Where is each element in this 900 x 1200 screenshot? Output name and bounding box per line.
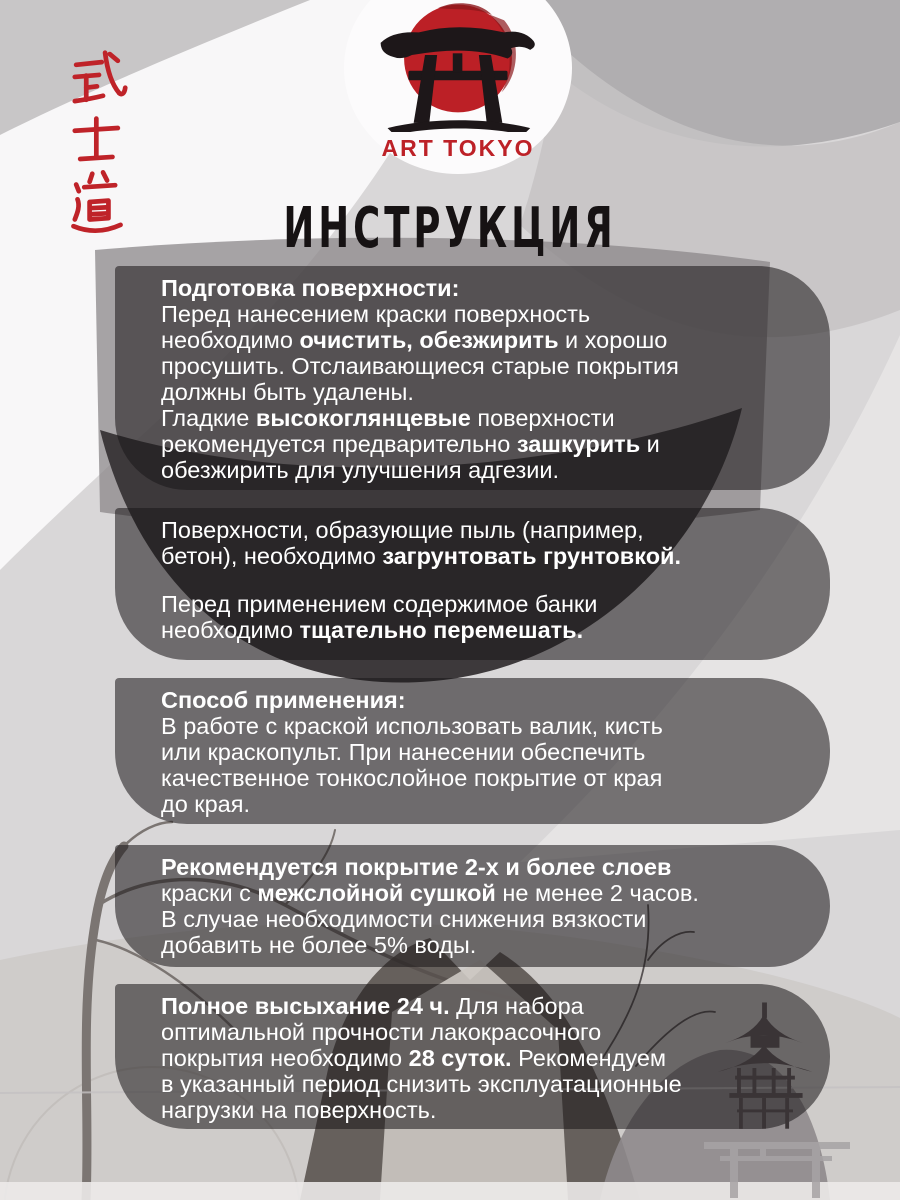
text-line: Рекомендуется покрытие 2-х и более слоев [161, 854, 672, 880]
text-line: обезжирить для улучшения адгезии. [161, 457, 560, 483]
text-line: необходимо тщательно перемешать. [161, 617, 584, 643]
text-line: просушить. Отслаивающиеся старые покрытия [161, 353, 679, 379]
text-line: добавить не более 5% воды. [161, 932, 477, 958]
text-line: В работе с краской использовать валик, кисть [161, 713, 663, 739]
text-line: или краскопульт. При нанесении обеспечить [161, 739, 646, 765]
block-coats-recommendation [115, 845, 830, 967]
text-line: В случае необходимости снижения вязкости [161, 906, 647, 932]
block-application-method [115, 678, 830, 824]
text-line: Подготовка поверхности: [161, 275, 460, 301]
torii-sun-icon [358, 0, 558, 132]
page-title: ИНСТРУКЦИЯ [283, 196, 617, 261]
text-line: должны быть удалены. [161, 379, 414, 405]
text-line: Гладкие высокоглянцевые поверхности [161, 405, 615, 431]
text-line: покрытия необходимо 28 суток. Рекомендуем [161, 1045, 667, 1071]
text-line: Перед нанесением краски поверхность [161, 301, 591, 327]
bushido-kanji [52, 46, 142, 241]
text-line: необходимо очистить, обезжирить и хорошо [161, 327, 668, 353]
brand-logo [344, 0, 572, 174]
text-line: оптимальной прочности лакокрасочного [161, 1019, 602, 1045]
block-priming-and-mixing [115, 508, 830, 660]
block-drying-time [115, 984, 830, 1129]
text-line: бетон), необходимо загрунтовать грунтовкой. [161, 543, 682, 569]
text-line: в указанный период снизить эксплуатационные [161, 1071, 682, 1097]
text-line: рекомендуется предварительно зашкурить и [161, 431, 660, 457]
block-surface-preparation [115, 266, 830, 490]
bottom-strip [0, 1182, 900, 1200]
text-line [161, 569, 810, 591]
text-line: Поверхности, образующие пыль (например, [161, 517, 644, 543]
text-line: Полное высыхание 24 ч. Для набора [161, 993, 584, 1019]
text-line: Перед применением содержимое банки [161, 591, 598, 617]
text-line: до края. [161, 791, 250, 817]
brand-name: ART TOKYO [381, 135, 535, 161]
text-line: Способ применения: [161, 687, 406, 713]
text-line: краски с межслойной сушкой не менее 2 часов. [161, 880, 699, 906]
text-line: качественное тонкослойное покрытие от края [161, 765, 663, 791]
text-line: нагрузки на поверхность. [161, 1097, 437, 1123]
